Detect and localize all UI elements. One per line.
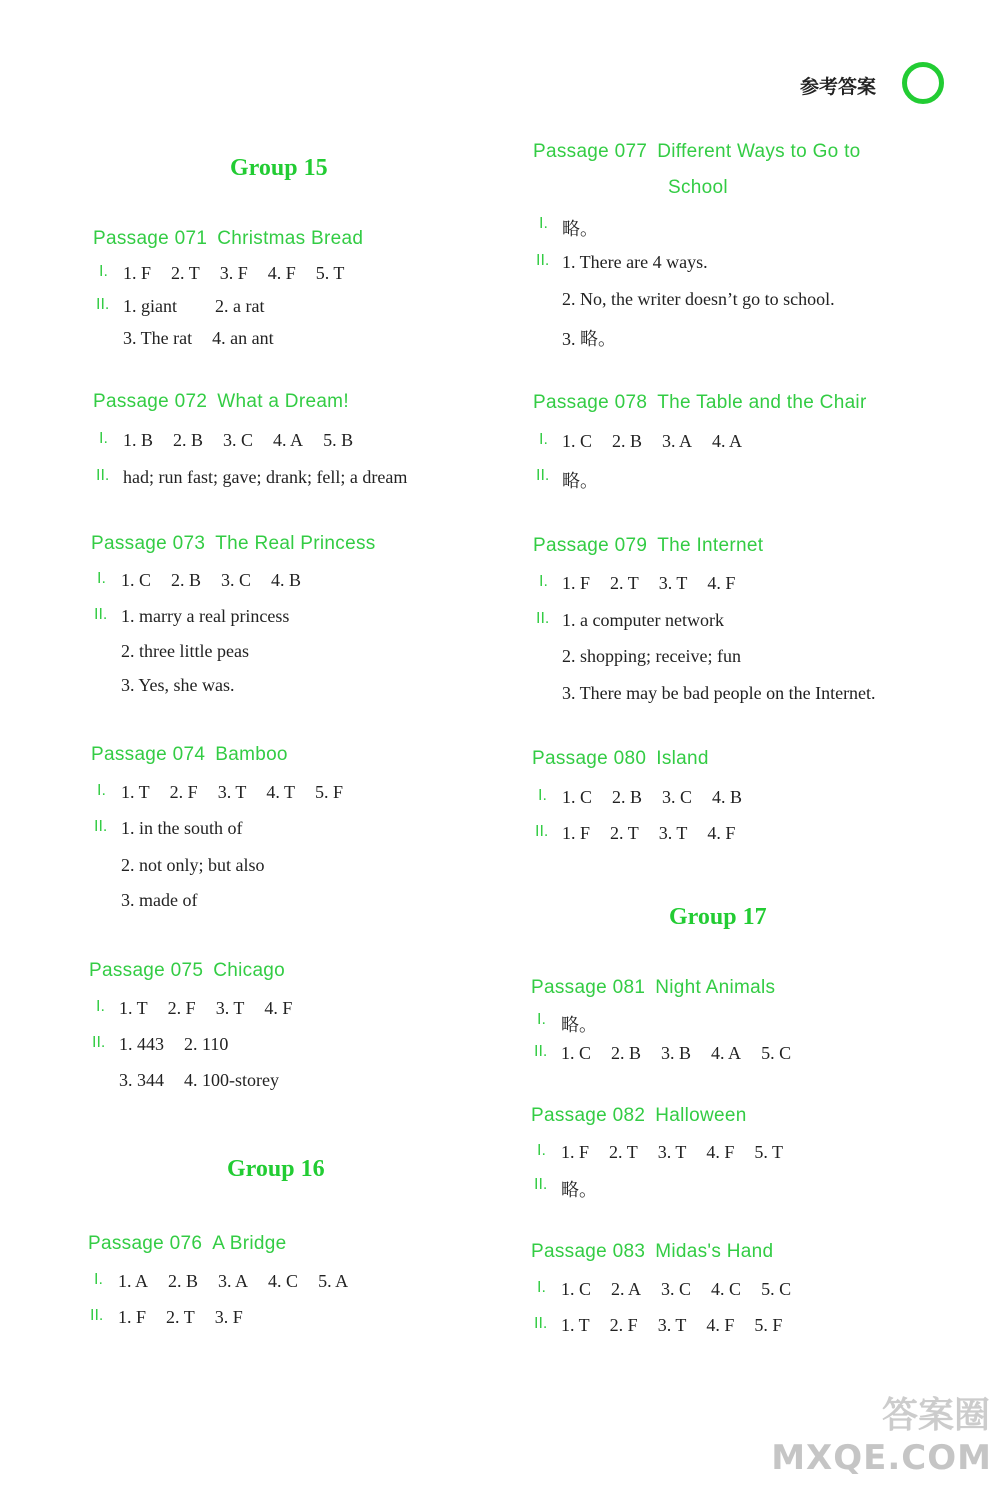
passage-number: Passage 073 [91, 533, 206, 554]
passage-name: The Real Princess [215, 533, 376, 554]
answer-row [119, 1034, 248, 1055]
answer-item: 1. B [123, 430, 154, 450]
answer-row [561, 1043, 811, 1064]
answer-item: 3. B [661, 1043, 692, 1063]
passage-name: Different Ways to Go to [657, 141, 861, 162]
answer-row [123, 296, 284, 317]
answer-row [121, 782, 363, 803]
answer-row: 1. marry a real princess [121, 606, 290, 626]
passage-077-title [533, 141, 861, 163]
answer-row: had; run fast; gave; drank; fell; a dream [123, 467, 408, 487]
section-ii-marker: II. [90, 1307, 104, 1324]
answer-item: 4. F [706, 1142, 735, 1162]
passage-name: Midas's Hand [655, 1241, 774, 1262]
answer-item: 3. C [662, 787, 693, 807]
passage-number: Passage 079 [533, 535, 648, 556]
passage-name: A Bridge [212, 1233, 287, 1254]
answer-item: 1. T [561, 1315, 590, 1335]
section-i-marker: I. [539, 215, 548, 232]
section-ii-marker: II. [534, 1176, 548, 1193]
passage-075-title [89, 960, 285, 982]
passage-number: Passage 081 [531, 977, 646, 998]
answer-item: 3. A [662, 431, 693, 451]
answer-row: 2. shopping; receive; fun [562, 646, 741, 666]
answer-row: 2. not only; but also [121, 855, 265, 875]
answer-item: 2. T [610, 573, 639, 593]
answer-row: 略。 [562, 471, 598, 491]
answer-item: 2. B [173, 430, 204, 450]
answer-row: 1. There are 4 ways. [562, 252, 708, 272]
answer-item: 4. C [711, 1279, 742, 1299]
answer-row [561, 1315, 802, 1336]
passage-number: Passage 078 [533, 392, 648, 413]
section-i-marker: I. [537, 1279, 546, 1296]
answer-item: 3. 344 [119, 1070, 164, 1090]
section-i-marker: I. [94, 1271, 103, 1288]
answer-row: 3. There may be bad people on the Internet. [562, 683, 876, 703]
answer-item: 5. A [318, 1271, 349, 1291]
answer-row: 略。 [561, 1015, 597, 1035]
group-16-heading: Group 16 [227, 1156, 325, 1182]
answer-item: 4. F [707, 573, 736, 593]
passage-080-title [532, 748, 709, 770]
section-ii-marker: II. [536, 610, 550, 627]
answer-item: 3. C [661, 1279, 692, 1299]
page-header-title: 参考答案 [800, 76, 877, 98]
answer-row [123, 430, 373, 451]
answer-row [118, 1307, 263, 1328]
answer-item: 1. C [561, 1279, 592, 1299]
answer-item: 1. F [123, 263, 152, 283]
answer-row: 3. made of [121, 890, 198, 910]
passage-number: Passage 077 [533, 141, 648, 162]
answer-item: 4. an ant [212, 328, 274, 348]
answer-item: 5. B [323, 430, 354, 450]
answer-item: 1. C [121, 570, 152, 590]
passage-078-title [533, 392, 867, 414]
answer-item: 1. A [118, 1271, 149, 1291]
answer-item: 5. T [315, 263, 345, 283]
answer-row [123, 328, 294, 349]
section-i-marker: I. [539, 573, 548, 590]
answer-item: 5. C [761, 1043, 792, 1063]
answer-item: 1. giant [123, 296, 177, 316]
answer-item: 4. F [707, 823, 736, 843]
answer-row: 2. three little peas [121, 641, 249, 661]
watermark-url: MXQE.COM [771, 1438, 992, 1478]
answer-item: 3. The rat [123, 328, 193, 348]
section-i-marker: I. [99, 263, 108, 280]
answer-item: 4. F [706, 1315, 735, 1335]
answer-item: 2. B [612, 431, 643, 451]
passage-name: Night Animals [655, 977, 776, 998]
answer-item: 4. A [711, 1043, 742, 1063]
answer-item: 4. C [268, 1271, 299, 1291]
answer-row: 1. a computer network [562, 610, 724, 630]
section-ii-marker: II. [94, 606, 108, 623]
answer-row [119, 998, 312, 1019]
answer-item: 1. F [562, 573, 591, 593]
passage-name: The Table and the Chair [657, 392, 867, 413]
passage-number: Passage 071 [93, 228, 208, 249]
passage-number: Passage 082 [531, 1105, 646, 1126]
answer-item: 3. A [218, 1271, 249, 1291]
answer-item: 2. T [609, 1142, 638, 1162]
section-i-marker: I. [537, 1142, 546, 1159]
section-i-marker: I. [538, 787, 547, 804]
answer-item: 4. F [264, 998, 293, 1018]
answer-item: 2. B [611, 1043, 642, 1063]
passage-083-title [531, 1241, 773, 1263]
answer-row [562, 431, 762, 452]
answer-item: 4. A [712, 431, 743, 451]
answer-item: 1. T [119, 998, 148, 1018]
answer-item: 4. F [267, 263, 296, 283]
answer-row [121, 570, 321, 591]
answer-item: 3. T [658, 573, 688, 593]
answer-item: 2. F [169, 782, 198, 802]
passage-081-title [531, 977, 775, 999]
section-ii-marker: II. [536, 252, 550, 269]
section-ii-marker: II. [96, 296, 110, 313]
answer-item: 1. 443 [119, 1034, 164, 1054]
answer-item: 2. F [609, 1315, 638, 1335]
answer-item: 4. A [273, 430, 304, 450]
answer-item: 3. C [221, 570, 252, 590]
answer-item: 3. T [217, 782, 247, 802]
answer-item: 2. B [168, 1271, 199, 1291]
passage-number: Passage 075 [89, 960, 204, 981]
passage-076-title [88, 1233, 286, 1255]
answer-item: 3. T [215, 998, 245, 1018]
passage-number: Passage 083 [531, 1241, 646, 1262]
passage-073-title [91, 533, 376, 555]
answer-item: 5. C [761, 1279, 792, 1299]
section-i-marker: I. [97, 782, 106, 799]
passage-number: Passage 076 [88, 1233, 203, 1254]
circle-emblem-icon [902, 62, 944, 104]
section-i-marker: I. [537, 1011, 546, 1028]
answer-item: 1. F [118, 1307, 147, 1327]
answer-item: 1. T [121, 782, 150, 802]
answer-item: 1. F [562, 823, 591, 843]
answer-item: 2. T [610, 823, 639, 843]
answer-item: 4. B [271, 570, 302, 590]
passage-074-title [91, 744, 288, 766]
passage-name: What a Dream! [217, 391, 349, 412]
answer-item: 2. T [166, 1307, 195, 1327]
answer-row [561, 1142, 803, 1163]
passage-077-title-line2: School [668, 177, 728, 198]
passage-number: Passage 080 [532, 748, 647, 769]
section-ii-marker: II. [536, 467, 550, 484]
answer-item: 5. F [754, 1315, 783, 1335]
answer-item: 3. F [214, 1307, 243, 1327]
section-ii-marker: II. [96, 467, 110, 484]
answer-item: 2. B [171, 570, 202, 590]
answer-row [562, 787, 762, 808]
answer-row: 2. No, the writer doesn’t go to school. [562, 289, 835, 309]
section-i-marker: I. [99, 430, 108, 447]
answer-item: 1. F [561, 1142, 590, 1162]
answer-item: 2. A [611, 1279, 642, 1299]
passage-name: Christmas Bread [217, 228, 364, 249]
answer-item: 4. T [266, 782, 296, 802]
answer-row [562, 823, 755, 844]
answer-row [123, 263, 364, 284]
passage-number: Passage 072 [93, 391, 208, 412]
answer-row: 略。 [562, 219, 598, 239]
group-17-heading: Group 17 [669, 904, 767, 930]
answer-item: 2. 110 [184, 1034, 229, 1054]
section-ii-marker: II. [92, 1034, 106, 1051]
section-i-marker: I. [97, 570, 106, 587]
answer-row [119, 1070, 299, 1091]
answer-row: 略。 [561, 1180, 597, 1200]
passage-079-title [533, 535, 763, 557]
answer-item: 2. B [612, 787, 643, 807]
answer-item: 1. C [562, 431, 593, 451]
answer-item: 2. F [167, 998, 196, 1018]
section-ii-marker: II. [534, 1043, 548, 1060]
answer-item: 3. C [223, 430, 254, 450]
answer-item: 3. T [657, 1315, 687, 1335]
answer-item: 2. a rat [215, 296, 265, 316]
section-ii-marker: II. [535, 823, 549, 840]
answer-item: 4. 100-storey [184, 1070, 279, 1090]
answer-item: 5. T [754, 1142, 784, 1162]
passage-name: Chicago [213, 960, 286, 981]
passage-name: Halloween [655, 1105, 747, 1126]
answer-item: 3. F [219, 263, 248, 283]
passage-082-title [531, 1105, 747, 1127]
passage-name: Island [656, 748, 709, 769]
passage-number: Passage 074 [91, 744, 206, 765]
answer-item: 4. B [712, 787, 743, 807]
passage-name: Bamboo [215, 744, 288, 765]
watermark-logo: 答案圈 [881, 1395, 990, 1436]
section-i-marker: I. [96, 998, 105, 1015]
answer-row: 3. Yes, she was. [121, 675, 235, 695]
answer-item: 1. C [561, 1043, 592, 1063]
answer-row [118, 1271, 368, 1292]
section-ii-marker: II. [534, 1315, 548, 1332]
passage-name: The Internet [657, 535, 764, 556]
answer-row: 3. 略。 [562, 329, 616, 349]
passage-071-title [93, 228, 363, 250]
section-ii-marker: II. [94, 818, 108, 835]
answer-item: 3. T [658, 823, 688, 843]
answer-row [561, 1279, 811, 1300]
answer-item: 3. T [657, 1142, 687, 1162]
answer-item: 5. F [315, 782, 344, 802]
passage-072-title [93, 391, 349, 413]
answer-row [562, 573, 755, 594]
answer-item: 1. C [562, 787, 593, 807]
section-i-marker: I. [539, 431, 548, 448]
group-15-heading: Group 15 [230, 155, 328, 181]
answer-item: 2. T [171, 263, 200, 283]
answer-row: 1. in the south of [121, 818, 243, 838]
